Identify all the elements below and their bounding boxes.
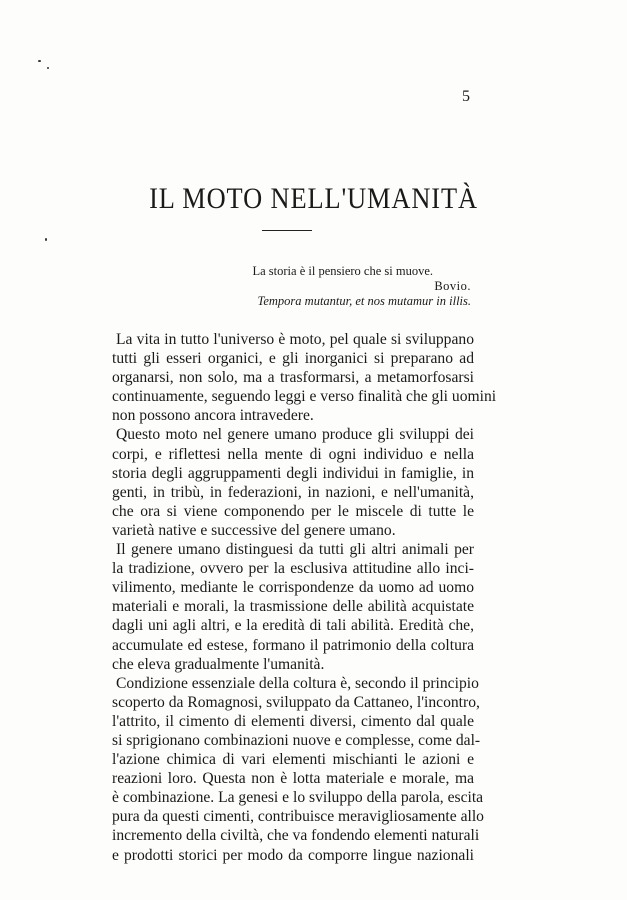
text-line: La vita in tutto l'universo è moto, pel quale si sviluppano xyxy=(116,331,474,348)
text-line: genti, in tribù, in federazioni, in nazioni, e nell'umanità, xyxy=(112,483,474,501)
paragraph xyxy=(112,425,474,540)
text-line: reazioni loro. Questa non è lotta materiale e morale, ma xyxy=(112,770,474,788)
paragraph xyxy=(112,330,497,425)
text-line: Condizione essenziale della coltura è, secondo il principio xyxy=(116,674,479,692)
epigraph-latin: Tempora mutantur, et nos mutamur in illis. xyxy=(257,294,471,308)
text-line: e prodotti storici per modo da comporre lingue nazionali xyxy=(112,846,474,864)
epigraph-author: Bovio. xyxy=(434,279,471,293)
scan-speck xyxy=(47,67,49,69)
scan-speck xyxy=(45,238,47,241)
text-line: materiali e morali, la trasmissione delle abilità acquistate xyxy=(112,598,474,616)
text-line: l'azione chimica di vari elementi mischianti le azioni e xyxy=(112,751,474,769)
epigraph xyxy=(253,264,472,309)
text-line: continuamente, seguendo leggi e verso finalità che gli uomini xyxy=(112,388,497,406)
paragraph xyxy=(112,540,474,674)
text-line: Questo moto nel genere umano produce gli sviluppi dei xyxy=(116,426,474,444)
text-line: accumulate ed estese, formano il patrimonio della coltura xyxy=(112,636,474,654)
chapter-title: IL MOTO NELL'UMANITÀ xyxy=(149,182,478,215)
text-line: dagli uni agli altri, e la eredità di tali abilità. Eredità che, xyxy=(112,617,474,635)
text-line: pura da questi cimenti, contribuisce meravigliosamente allo xyxy=(112,808,484,826)
paragraph xyxy=(112,674,484,865)
title-rule xyxy=(262,230,312,231)
text-line: corpi, e riflettesi nella mente di ogni individuo e nella xyxy=(112,445,474,463)
text-line: si sprigionano combinazioni nuove e complesse, come dal- xyxy=(112,731,481,749)
text-line: che ora si viene componendo per le miscele di tutte le xyxy=(112,502,474,520)
text-line: non possono ancora intravedere. xyxy=(112,407,314,425)
text-line: che eleva gradualmente l'umanità. xyxy=(112,655,325,673)
text-line: varietà native e successive del genere umano. xyxy=(112,521,396,539)
text-line: è combinazione. La genesi e lo sviluppo della parola, escita xyxy=(112,789,484,807)
epigraph-quote: La storia è il pensiero che si muove. xyxy=(252,264,433,278)
text-line: l'attrito, il cimento di elementi diversi, cimento dal quale xyxy=(112,712,474,730)
text-line: Il genere umano distinguesi da tutti gli altri animali per xyxy=(116,541,474,559)
text-line: scoperto da Romagnosi, sviluppato da Cattaneo, l'incontro, xyxy=(112,693,480,711)
text-line: la tradizione, ovvero per la esclusiva attitudine allo inci- xyxy=(112,560,474,578)
text-line: incremento della civiltà, che va fondendo elementi naturali xyxy=(112,827,480,845)
scan-speck xyxy=(38,60,41,62)
text-line: organarsi, non solo, ma a trasformarsi, a metamorfosarsi xyxy=(112,369,474,387)
page-number: 5 xyxy=(462,88,470,105)
text-line: tutti gli esseri organici, e gli inorganici si preparano ad xyxy=(112,350,474,368)
body-text xyxy=(112,330,497,865)
text-line: vilimento, mediante le corrispondenze da uomo ad uomo xyxy=(112,579,474,597)
text-line: storia degli aggruppamenti degli individui in famiglie, in xyxy=(112,464,474,482)
